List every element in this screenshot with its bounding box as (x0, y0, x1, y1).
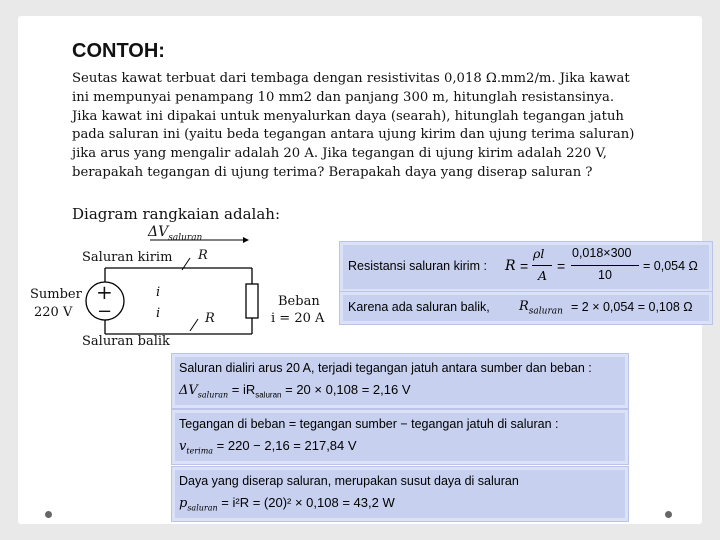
i-top-label: i (156, 285, 161, 300)
return-line-box (340, 292, 712, 324)
paragraph-line: Seutas kawat terbuat dari tembaga dengan resistivitas 0,018 Ω.mm2/m. Jika kawat (72, 71, 630, 86)
equals-sign: = (520, 258, 529, 274)
load-resistor (246, 284, 258, 318)
delta-v-arrowhead (243, 237, 249, 243)
power-loss-formula: $p_{saluran} = i^2R = (20)^2 \times 0,108 = 43,2$ W (179, 495, 395, 513)
source-minus-sign: − (97, 301, 113, 322)
load-voltage-box (172, 410, 628, 464)
power-loss-box (172, 467, 628, 521)
fraction-denominator: 10 (598, 268, 612, 282)
resistance-box-label: Resistansi saluran kirim : (348, 259, 487, 273)
r-bottom-label: R (205, 311, 215, 326)
resistance-result: = 0,054 Ω (643, 259, 698, 273)
sumber-label: Sumber (30, 287, 82, 302)
paragraph-line: jika arus yang mengalir adalah 20 A. Jika tegangan di ujung kirim adalah 220 V, (72, 146, 607, 162)
fraction-bar (571, 265, 639, 266)
diagram-title: Diagram rangkaian adalah: (72, 205, 280, 223)
resistance-box (340, 242, 712, 292)
load-voltage-description: Tegangan di beban = tegangan sumber − tegangan jatuh di saluran : (179, 417, 559, 431)
slide-title: CONTOH: (72, 40, 165, 62)
return-line-label: Karena ada saluran balik, (348, 300, 490, 314)
resistance-symbol: $R_{saluran}$ (519, 299, 563, 317)
saluran-kirim-label: Saluran kirim (82, 250, 173, 265)
power-loss-description: Daya yang diserap saluran, merupakan susut daya di saluran (179, 474, 519, 488)
equals-sign: = (557, 258, 566, 274)
resistance-mark-bottom (190, 319, 198, 331)
bullet-dot-right (665, 511, 672, 518)
paragraph-line: pada saluran ini (yaitu beda tegangan antara ujung kirim dan ujung terima saluran) (72, 127, 635, 143)
fraction-numerator: ρl (533, 246, 545, 261)
fraction-denominator: A (538, 268, 548, 283)
paragraph-line: Jika kawat ini dipakai untuk menyalurkan daya (searah), hitunglah tegangan jatuh (72, 108, 624, 124)
load-voltage-formula: $v_{terima} = 220 - 2,16 = 217,84$ V (179, 438, 357, 456)
beban-label: Beban (278, 294, 320, 309)
beban-current-label: i = 20 A (271, 311, 325, 326)
paragraph-line: ini mempunyai penampang 10 mm2 dan panjang 300 m, hitunglah resistansinya. (72, 89, 615, 105)
sumber-voltage-label: 220 V (34, 305, 73, 320)
i-bottom-label: i (156, 306, 161, 321)
paragraph-line: berapakah tegangan di ujung terima? Berapakah daya yang diserap saluran ? (72, 164, 593, 180)
saluran-balik-label: Saluran balik (82, 334, 170, 349)
fraction-bar (532, 265, 552, 266)
resistance-symbol: R (505, 258, 516, 274)
delta-v-label: $\Delta V_{saluran}$ (148, 224, 203, 243)
bullet-dot-left (45, 511, 52, 518)
source-plus-sign: + (96, 280, 113, 304)
voltage-drop-description: Saluran dialiri arus 20 A, terjadi tegangan jatuh antara sumber dan beban : (179, 361, 592, 375)
voltage-drop-formula: $\Delta V_{saluran} = iR_{saluran} = 20 \times 0,108 = 2,16$ V (179, 382, 411, 400)
voltage-drop-box (172, 354, 628, 408)
fraction-numerator: 0,018×300 (572, 246, 632, 260)
r-top-label: R (198, 248, 208, 263)
return-line-result: = 2 × 0,054 = 0,108 Ω (571, 300, 693, 314)
